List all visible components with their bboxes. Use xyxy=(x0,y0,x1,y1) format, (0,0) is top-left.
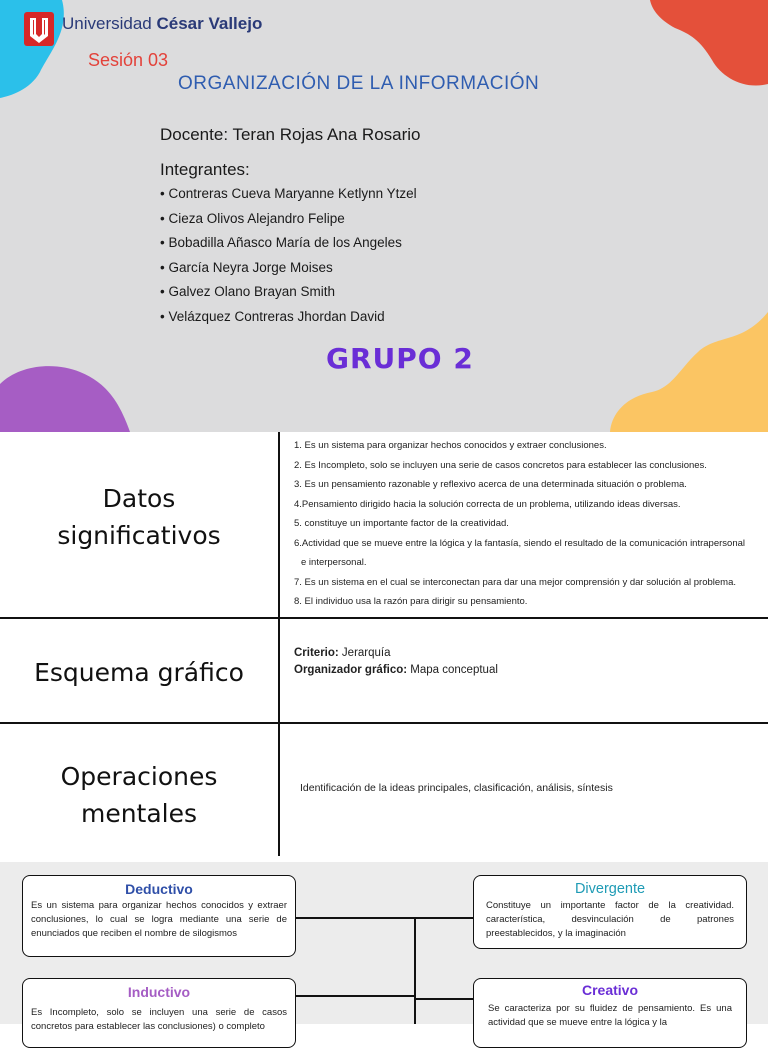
member-item: • García Neyra Jorge Moises xyxy=(160,259,333,275)
university-bold: César Vallejo xyxy=(156,14,263,33)
row-label-esquema: Esquema gráfico xyxy=(34,658,244,687)
operaciones-text: Identificación de la ideas principales, clasificación, análisis, síntesis xyxy=(300,782,613,794)
connector-line xyxy=(294,917,416,919)
yellow-blob xyxy=(610,312,768,432)
divergente-box xyxy=(473,875,747,949)
row-label-line: significativos xyxy=(57,521,221,550)
row-label-line: Operaciones xyxy=(60,762,218,791)
datos-item: 4.Pensamiento dirigido hacia la solución correcta de un problema, utilizando ideas diversas. xyxy=(294,498,681,510)
divergente-text: Constituye un importante factor de la creatividad. característica, desvinculación de patrones preestablecidos, y la imaginación xyxy=(486,900,734,939)
connector-line xyxy=(294,995,416,997)
violet-blob xyxy=(0,366,130,432)
table-divider xyxy=(0,617,768,619)
university-name xyxy=(62,14,262,34)
member-item: • Velázquez Contreras Jhordan David xyxy=(160,308,385,324)
cover-section xyxy=(0,0,768,432)
datos-item: 5. constituye un importante factor de la creatividad. xyxy=(294,518,509,529)
connector-line xyxy=(414,998,474,1000)
row-label-operaciones xyxy=(0,758,278,832)
university-prefix: Universidad xyxy=(62,14,157,33)
inductivo-box xyxy=(22,978,296,1048)
datos-item: 2. Es Incompleto, solo se incluyen una serie de casos concretos para establecer las conclusiones. xyxy=(294,459,707,471)
criterio-value: Jerarquía xyxy=(338,647,391,659)
row-label-line: mentales xyxy=(80,799,198,828)
group-label: GRUPO 2 xyxy=(326,342,474,375)
datos-item: 6.Actividad que se mueve entre la lógica y la fantasía, siendo el resultado de la comunicación intrapersonal xyxy=(294,537,745,549)
connector-line xyxy=(414,917,474,919)
inductivo-text: Es Incompleto, solo se incluyen una serie de casos concretos para establecer las conclusiones) o completo xyxy=(31,1007,287,1032)
deductivo-box xyxy=(22,875,296,957)
divergente-title: Divergente xyxy=(574,881,646,897)
member-item: • Contreras Cueva Maryanne Ketlynn Ytzel xyxy=(160,186,417,201)
creativo-box xyxy=(473,978,747,1048)
criterio-line xyxy=(294,645,498,662)
concept-map xyxy=(0,862,768,1032)
datos-item: 1. Es un sistema para organizar hechos conocidos y extraer conclusiones. xyxy=(294,440,607,451)
datos-item: 3. Es un pensamiento razonable y reflexivo acerca de una determinada situación o problema. xyxy=(294,479,687,490)
inductivo-title: Inductivo xyxy=(127,984,191,1000)
creativo-title: Creativo xyxy=(581,982,639,998)
table-column-divider xyxy=(278,724,280,856)
table-divider xyxy=(0,722,768,724)
organizador-label: Organizador gráfico: xyxy=(294,664,408,676)
esquema-details xyxy=(294,645,498,679)
organizador-value: Mapa conceptual xyxy=(407,664,498,676)
datos-list xyxy=(294,436,759,612)
page-title: ORGANIZACIÓN DE LA INFORMACIÓN xyxy=(178,73,540,94)
member-item: • Bobadilla Añasco María de los Angeles xyxy=(160,235,402,250)
university-logo-icon xyxy=(24,12,54,46)
datos-item: e interpersonal. xyxy=(301,557,367,568)
members-list xyxy=(160,185,417,332)
orange-blob xyxy=(650,0,768,86)
deductivo-text: Es un sistema para organizar hechos conocidos y extraer conclusiones, lo cual se logra mediante una serie de enunciados que reciben el nombre de silogismos xyxy=(31,900,287,939)
integrantes-label: Integrantes: xyxy=(160,160,250,179)
docente-line: Docente: Teran Rojas Ana Rosario xyxy=(160,125,421,144)
connector-line xyxy=(414,917,416,1024)
table-column-divider xyxy=(278,619,280,723)
member-item: • Cieza Olivos Alejandro Felipe xyxy=(160,210,345,226)
criterio-label: Criterio: xyxy=(294,647,339,659)
row-label-datos xyxy=(0,480,278,554)
datos-item: 7. Es un sistema en el cual se interconectan para dar una mejor comprensión y dar solución al problema. xyxy=(294,576,736,588)
creativo-text: Se caracteriza por su fluidez de pensamiento. Es una actividad que se mueve entre la lógica y la xyxy=(488,1003,732,1028)
row-label-line: Datos xyxy=(102,484,176,513)
organizador-line xyxy=(294,662,498,679)
table-column-divider xyxy=(278,432,280,618)
deductivo-title: Deductivo xyxy=(125,881,193,897)
member-item: • Galvez Olano Brayan Smith xyxy=(160,284,336,299)
session-label: Sesión 03 xyxy=(88,50,169,70)
datos-item: 8. El individuo usa la razón para dirigir su pensamiento. xyxy=(294,596,528,607)
